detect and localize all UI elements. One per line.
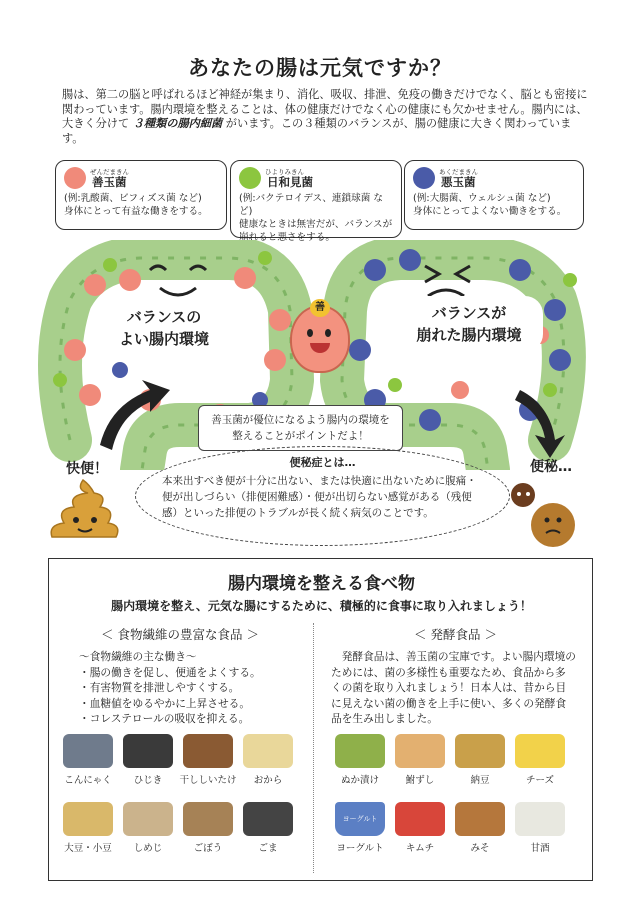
fiber-item <box>237 802 299 854</box>
fermented-item <box>509 802 571 854</box>
fermented-item <box>329 802 391 854</box>
intro-emphasis: ３種類の腸内細菌 <box>132 117 223 130</box>
bad-gut-label: バランスが 崩れた腸内環境 <box>395 296 543 352</box>
fermented-food-label: みそ <box>470 843 490 854</box>
fermented-item <box>509 734 571 786</box>
fermented-item <box>389 734 451 786</box>
intro-paragraph <box>62 88 592 146</box>
hard-stool-icon <box>503 480 583 550</box>
fiber-list-item: ・血糖値をゆるやかに上昇させる。 <box>79 696 251 710</box>
fiber-food-label: ごぼう <box>193 843 223 854</box>
fermented-column-title: ＜ 発酵食品 ＞ <box>414 627 497 642</box>
fiber-list-heading: ～食物繊維の主な働き～ <box>79 650 197 663</box>
mascot-badge: 善 <box>310 299 330 317</box>
intro-text-2: がいます。この３種類のバランスが、腸の健康に大きく関わっています。 <box>62 117 572 145</box>
good-result-label: 快便！ <box>66 461 108 477</box>
good-bacteria-mascot-icon <box>290 302 350 373</box>
fiber-benefits <box>79 649 309 727</box>
fermented-food-label: キムチ <box>405 843 435 854</box>
bacteria-card-good <box>55 160 227 230</box>
mascot-speech-bubble: 善玉菌が優位になるよう腸内の環境を整えることがポイントだよ！ <box>198 405 403 451</box>
fiber-food-label: しめじ <box>133 843 163 854</box>
fermented-description: 発酵食品は、善玉菌の宝庫です。よい腸内環境のためには、菌の多様性も重要なため、食品から多くの菌を取り入れましょう！日本人は、昔から目に見えない菌の働きを上手に使い、多くの発酵食品を生み出しました。 <box>331 650 576 725</box>
fermented-food-icon <box>515 734 565 768</box>
fermented-food-icon <box>395 734 445 768</box>
fermented-food-label: ヨーグルト <box>336 843 384 854</box>
fiber-item <box>177 802 239 854</box>
fiber-column-title: ＜ 食物繊維の豊富な食品 ＞ <box>101 627 259 642</box>
constipation-heading: 便秘症とは… <box>289 456 356 469</box>
fermented-food-icon <box>455 802 505 836</box>
intro-text-1: 腸は、第二の脳と呼ばれるほど神経が集まり、消化、吸収、排泄、免疫の働きだけでなく、脳とも密接に関わっています。腸内環境を整えることは、体の健康だけでなく心の健康にも欠かせません。腸内には、大きく分けて <box>62 88 588 130</box>
fiber-food-label: おから <box>253 775 283 786</box>
bacteria-ruby: ぜんだまきん <box>90 167 129 176</box>
fiber-food-label: 大豆・小豆 <box>64 843 112 854</box>
fiber-food-icon <box>183 802 233 836</box>
bacteria-example: (例:バクテロイデス、連鎖球菌 など) <box>239 193 383 217</box>
fiber-list-item: ・有害物質を排泄しやすくする。 <box>79 681 240 694</box>
bacteria-card-neutral <box>230 160 402 243</box>
fermented-food-icon <box>335 734 385 768</box>
good-bacteria-icon <box>64 167 86 189</box>
fiber-item <box>237 734 299 786</box>
fiber-food-icon <box>63 734 113 768</box>
fiber-item <box>177 734 239 786</box>
fermented-item <box>449 734 511 786</box>
good-gut-label: バランスの よい腸内環境 <box>90 300 238 356</box>
bacteria-desc: 健康なときは無害だが、バランスが崩れると悪さをする。 <box>239 219 393 243</box>
fiber-food-icon <box>63 802 113 836</box>
healthy-stool-icon <box>38 475 128 545</box>
bad-bacteria-icon <box>413 167 435 189</box>
fiber-list-item: ・腸の働きを促し、便通をよくする。 <box>79 665 261 679</box>
fiber-item <box>57 734 119 786</box>
fiber-food-icon <box>243 734 293 768</box>
neutral-bacteria-icon <box>239 167 261 189</box>
fiber-list-item: ・コレステロールの吸収を抑える。 <box>79 712 250 725</box>
bacteria-example: (例:乳酸菌、ビフィズス菌 など) <box>64 193 202 204</box>
bacteria-name: 悪玉菌 <box>441 174 476 189</box>
fermented-food-icon: ヨーグルト <box>335 802 385 836</box>
food-subtitle: 腸内環境を整え、元気な腸にするために、積極的に食事に取り入れましょう！ <box>111 599 532 613</box>
fiber-food-icon <box>243 802 293 836</box>
bacteria-card-bad <box>404 160 584 230</box>
fermented-item <box>389 802 451 854</box>
fermented-item <box>329 734 391 786</box>
fiber-item <box>117 734 179 786</box>
fiber-food-icon <box>123 802 173 836</box>
page-title: あなたの腸は元気ですか？ <box>188 56 452 80</box>
fiber-food-icon <box>183 734 233 768</box>
bacteria-example: (例:大腸菌、ウェルシュ菌 など) <box>413 193 551 204</box>
fermented-food-label: 納豆 <box>470 775 490 786</box>
fermented-food-icon <box>395 802 445 836</box>
bacteria-ruby: あくだまきん <box>439 167 478 176</box>
fermented-food-label: チーズ <box>525 775 555 786</box>
fiber-food-label: ひじき <box>133 775 163 786</box>
fiber-item <box>57 802 119 854</box>
constipation-info <box>135 446 510 546</box>
fiber-food-label: 干ししいたけ <box>179 775 237 786</box>
fermented-food-icon <box>455 734 505 768</box>
food-section <box>48 558 593 881</box>
fermented-food-label: 甘酒 <box>530 843 550 854</box>
bacteria-name: 善玉菌 <box>92 174 127 189</box>
fermented-food-label: 鮒ずし <box>405 775 435 786</box>
bad-result-label: 便秘… <box>530 459 572 475</box>
fermented-item <box>449 802 511 854</box>
fiber-item <box>117 802 179 854</box>
fermented-food-label: ぬか漬け <box>340 775 379 786</box>
bacteria-desc: 身体にとってよくない働きをする。 <box>413 206 567 217</box>
column-divider <box>313 623 315 873</box>
bacteria-ruby: ひよりみきん <box>265 167 304 176</box>
food-title: 腸内環境を整える食べ物 <box>228 574 415 594</box>
constipation-body: 本来出すべき便が十分に出ない、または快適に出ないために腹痛・便が出しづらい（排便困難感）・便が出切らない感覚がある（残便感）といった排便のトラブルが長く続く病気のことです。 <box>162 475 477 519</box>
fermented-food-icon <box>515 802 565 836</box>
fiber-food-label: こんにゃく <box>64 775 112 786</box>
bacteria-desc: 身体にとって有益な働きをする。 <box>64 206 208 217</box>
fiber-food-label: ごま <box>258 843 278 854</box>
bacteria-name: 日和見菌 <box>267 174 313 189</box>
fiber-food-icon <box>123 734 173 768</box>
